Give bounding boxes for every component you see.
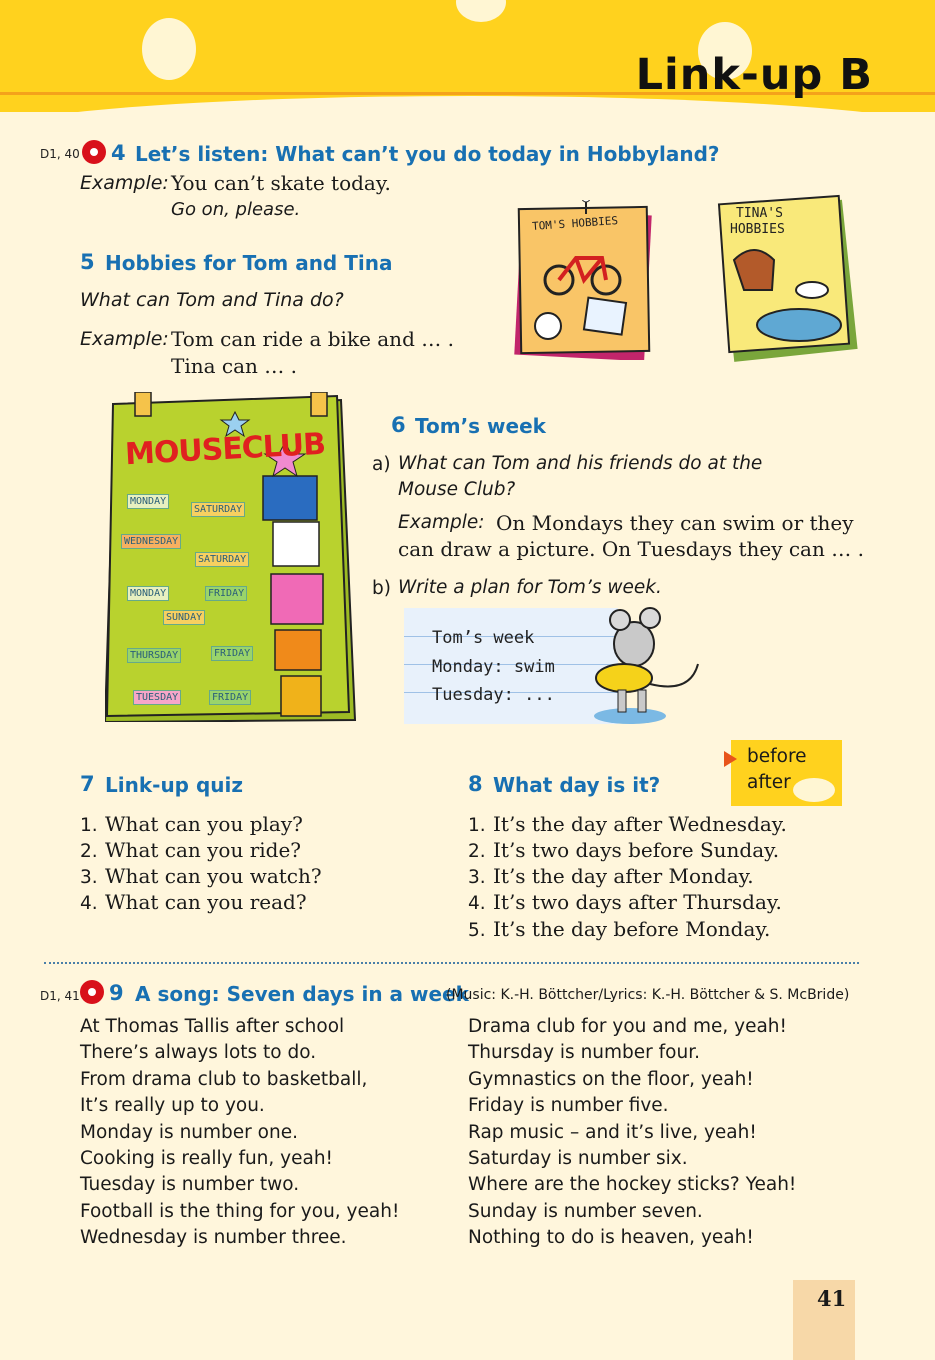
mouse-illustration bbox=[590, 604, 705, 726]
list-item: What can you read? bbox=[105, 890, 307, 914]
decorative-blob bbox=[793, 778, 835, 802]
example-line: Tina can … . bbox=[171, 354, 297, 378]
list-number: 4. bbox=[80, 893, 98, 914]
poster-day: MONDAY bbox=[127, 494, 169, 509]
list-item: What can you ride? bbox=[105, 838, 302, 862]
list-item: What can you watch? bbox=[105, 864, 322, 888]
arrow-icon bbox=[724, 751, 737, 767]
tinas-hobbies-illustration bbox=[714, 190, 859, 365]
notebook-line: Tom’s week bbox=[432, 628, 535, 648]
lyric-line: Tuesday is number two. bbox=[80, 1174, 300, 1196]
cd-track-label: D1, 41 bbox=[40, 989, 80, 1003]
exercise-title: Let’s listen: What can’t you do today in Hobbyland? bbox=[135, 142, 720, 166]
list-item: It’s the day after Monday. bbox=[493, 864, 754, 888]
exercise-title: What day is it? bbox=[493, 773, 661, 797]
poster-day: WEDNESDAY bbox=[121, 534, 181, 549]
section-divider bbox=[44, 962, 859, 964]
list-number: 1. bbox=[80, 815, 98, 836]
exercise-number: 4 bbox=[111, 141, 126, 165]
song-verse-left bbox=[80, 1014, 399, 1252]
example-line: You can’t skate today. bbox=[171, 171, 391, 195]
exercise-title: Hobbies for Tom and Tina bbox=[105, 251, 393, 275]
example-line: On Mondays they can swim or they bbox=[496, 511, 854, 535]
list-number: 3. bbox=[468, 867, 486, 888]
toms-week-notebook bbox=[404, 608, 618, 724]
example-label: Example: bbox=[398, 512, 485, 533]
exercise-number: 9 bbox=[109, 981, 124, 1005]
page-title: Link-up B bbox=[635, 50, 873, 100]
exercise-number: 7 bbox=[80, 772, 95, 796]
example-label: Example: bbox=[80, 172, 169, 194]
poster-day: SATURDAY bbox=[195, 552, 249, 567]
lyric-line: From drama club to basketball, bbox=[80, 1068, 368, 1090]
list-number: 1. bbox=[468, 815, 486, 836]
lyric-line: Gymnastics on the floor, yeah! bbox=[468, 1068, 754, 1090]
cd-track-label: D1, 40 bbox=[40, 147, 80, 161]
exercise-title: A song: Seven days in a week bbox=[135, 982, 469, 1006]
lyric-line: Friday is number five. bbox=[468, 1095, 669, 1117]
exercise-title: Tom’s week bbox=[415, 414, 546, 438]
lyric-line: Drama club for you and me, yeah! bbox=[468, 1016, 787, 1037]
example-label: Example: bbox=[80, 328, 169, 350]
tinas-hobbies-label-2: HOBBIES bbox=[730, 222, 785, 237]
question-line: What can Tom and his friends do at the bbox=[398, 453, 763, 474]
example-line: Tom can ride a bike and … . bbox=[171, 327, 454, 351]
lyric-line: Nothing to do is heaven, yeah! bbox=[468, 1227, 754, 1249]
song-verse-right bbox=[468, 1014, 796, 1252]
page-number-tab bbox=[793, 1280, 855, 1360]
list-item: It’s two days after Thursday. bbox=[493, 890, 782, 914]
tinas-hobbies-label-1: TINA'S bbox=[736, 206, 783, 221]
poster-day: FRIDAY bbox=[209, 690, 251, 705]
decorative-blob bbox=[142, 18, 196, 80]
lyric-line: Sunday is number seven. bbox=[468, 1200, 703, 1222]
list-item: It’s the day before Monday. bbox=[493, 917, 771, 941]
toms-hobbies-label: TOM'S HOBBIES bbox=[531, 214, 619, 233]
mouseclub-title: MOUSECLUB bbox=[124, 426, 326, 473]
poster-day: THURSDAY bbox=[127, 648, 181, 663]
page-number: 41 bbox=[817, 1286, 847, 1311]
list-number: 2. bbox=[80, 841, 98, 862]
notebook-line: Tuesday: ... bbox=[432, 685, 555, 705]
notebook-line: Monday: swim bbox=[432, 657, 555, 677]
lyric-line: It’s really up to you. bbox=[80, 1095, 265, 1117]
exercise-number: 6 bbox=[391, 413, 406, 437]
list-item: What can you play? bbox=[105, 812, 303, 836]
poster-day: MONDAY bbox=[127, 586, 169, 601]
poster-day: TUESDAY bbox=[133, 690, 181, 705]
cd-icon[interactable] bbox=[82, 140, 106, 164]
mouseclub-poster bbox=[105, 392, 360, 722]
lyric-line: Saturday is number six. bbox=[468, 1148, 688, 1170]
cd-icon[interactable] bbox=[80, 980, 104, 1004]
list-number: 3. bbox=[80, 867, 98, 888]
vocab-tag bbox=[731, 740, 842, 806]
lyric-line: Rap music – and it’s live, yeah! bbox=[468, 1121, 757, 1143]
list-number: 4. bbox=[468, 893, 486, 914]
list-item: It’s the day after Wednesday. bbox=[493, 812, 787, 836]
list-item: It’s two days before Sunday. bbox=[493, 838, 780, 862]
lyric-line: Thursday is number four. bbox=[468, 1042, 700, 1064]
vocab-word: after bbox=[747, 772, 791, 793]
poster-day: SUNDAY bbox=[163, 610, 205, 625]
example-line: Go on, please. bbox=[171, 199, 301, 220]
question-line: Mouse Club? bbox=[398, 479, 516, 500]
lyric-line: Wednesday is number three. bbox=[80, 1227, 347, 1249]
poster-day: SATURDAY bbox=[191, 502, 245, 517]
exercise-number: 8 bbox=[468, 772, 483, 796]
poster-day: FRIDAY bbox=[211, 646, 253, 661]
exercise-number: 5 bbox=[80, 250, 95, 274]
song-credit: (Music: K.-H. Böttcher/Lyrics: K.-H. Böttcher & S. McBride) bbox=[446, 987, 850, 1003]
item-label: a) bbox=[372, 454, 391, 475]
list-number: 2. bbox=[468, 841, 486, 862]
exercise-title: Link-up quiz bbox=[105, 773, 244, 797]
exercise-question: What can Tom and Tina do? bbox=[80, 289, 344, 311]
poster-day: FRIDAY bbox=[205, 586, 247, 601]
lyric-line: At Thomas Tallis after school bbox=[80, 1016, 345, 1037]
vocab-word: before bbox=[747, 746, 807, 767]
list-number: 5. bbox=[468, 920, 486, 941]
decorative-blob bbox=[456, 0, 506, 22]
lyric-line: Monday is number one. bbox=[80, 1121, 298, 1143]
lyric-line: Cooking is really fun, yeah! bbox=[80, 1148, 333, 1170]
lyric-line: Where are the hockey sticks? Yeah! bbox=[468, 1174, 797, 1196]
example-line: can draw a picture. On Tuesdays they can … . bbox=[398, 537, 864, 561]
lyric-line: Football is the thing for you, yeah! bbox=[80, 1200, 400, 1222]
lyric-line: There’s always lots to do. bbox=[80, 1042, 317, 1064]
task-text: Write a plan for Tom’s week. bbox=[398, 577, 662, 598]
item-label: b) bbox=[372, 578, 391, 599]
toms-hobbies-illustration bbox=[514, 200, 654, 360]
